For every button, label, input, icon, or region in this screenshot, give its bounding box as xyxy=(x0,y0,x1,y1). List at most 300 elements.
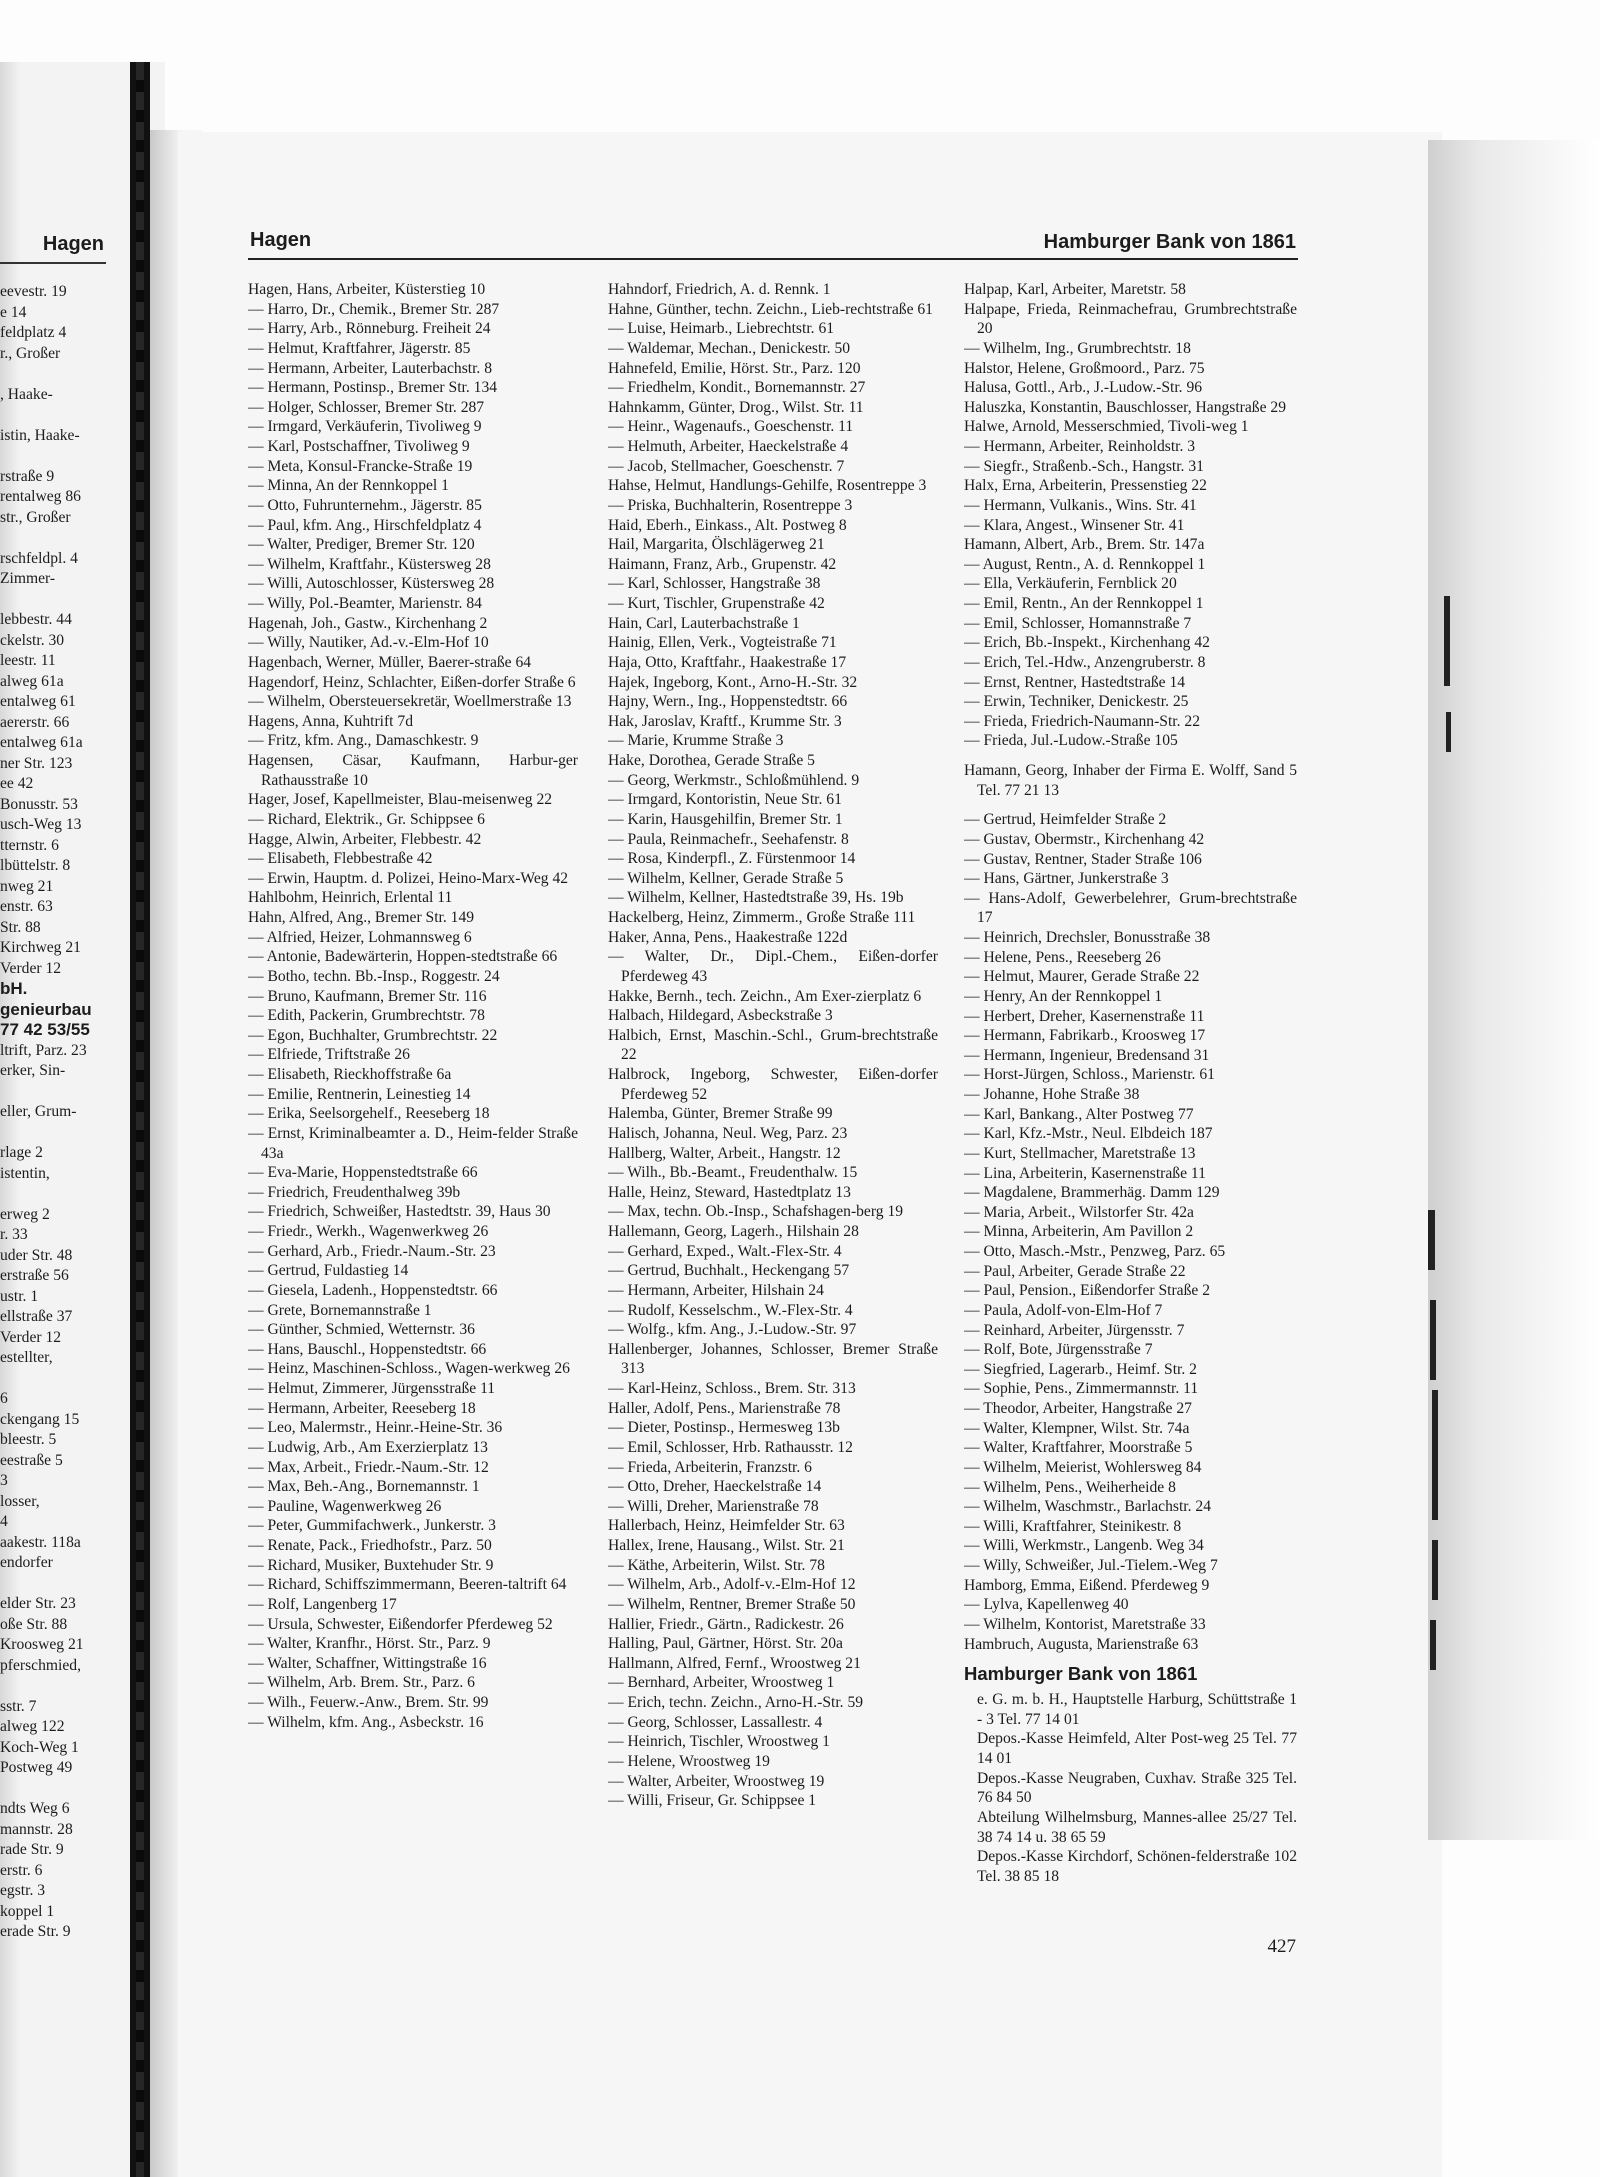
directory-entry: Haller, Adolf, Pens., Marienstraße 78 xyxy=(608,1399,841,1417)
directory-entry: — Theodor, Arbeiter, Hangstraße 27 xyxy=(964,1400,1192,1417)
directory-entry: — Antonie, Badewärterin, Hoppen-stedtstraße 66 xyxy=(248,948,558,966)
left-page-line xyxy=(0,1082,130,1103)
left-page-line xyxy=(0,1574,130,1595)
directory-entry: — Walter, Dr., Dipl.-Chem., Eißen-dorfer Pferdeweg 43 xyxy=(608,948,938,985)
directory-entry: — Erika, Seelsorgehelf., Reeseberg 18 xyxy=(248,1105,490,1123)
directory-entry: Hak, Jaroslav, Kraftf., Krumme Str. 3 xyxy=(608,712,842,730)
directory-entry: — Helmut, Zimmerer, Jürgensstraße 11 xyxy=(248,1380,496,1397)
left-page-line: estellter, xyxy=(0,1349,53,1366)
directory-entry: Halling, Paul, Gärtner, Hörst. Str. 20a xyxy=(608,1635,843,1653)
directory-entry-detail: Depos.-Kasse Kirchdorf, Schönen-felderstraße 102 Tel. 38 85 18 xyxy=(977,1848,1297,1885)
directory-entry: — Walter, Kraftfahrer, Moorstraße 5 xyxy=(964,1439,1193,1457)
directory-entry: — Willi, Kraftfahrer, Steinikestr. 8 xyxy=(964,1517,1182,1535)
directory-entry: — Wilh., Feuerw.-Anw., Brem. Str. 99 xyxy=(248,1694,489,1711)
left-page-line xyxy=(0,528,130,549)
directory-entry: — Wilhelm, Ing., Grumbrechtstr. 18 xyxy=(964,339,1191,357)
directory-entry: Halwe, Arnold, Messerschmied, Tivoli-weg 1 xyxy=(964,418,1249,436)
left-page-line xyxy=(0,1123,130,1144)
directory-entry: — Henry, An der Rennkoppel 1 xyxy=(964,987,1163,1005)
scan-mark xyxy=(1444,596,1450,686)
directory-entry: — Emil, Schlosser, Hrb. Rathausstr. 12 xyxy=(608,1438,853,1456)
directory-entry: — Marie, Krumme Straße 3 xyxy=(608,732,784,750)
left-page-line: Zimmer- xyxy=(0,570,56,587)
left-page-line: 3 xyxy=(0,1472,8,1489)
directory-entry: — Siegfr., Straßenb.-Sch., Hangstr. 31 xyxy=(964,457,1204,475)
directory-entry: — Hans, Gärtner, Junkerstraße 3 xyxy=(964,870,1169,888)
left-page-line: aakestr. 118a xyxy=(0,1533,81,1551)
directory-entry: — Friedhelm, Kondit., Bornemannstr. 27 xyxy=(608,379,866,397)
directory-entry: — Wilhelm, Obersteuersekretär, Woellmerstraße 13 xyxy=(248,693,572,711)
directory-entry: — Karl, Bankang., Alter Postweg 77 xyxy=(964,1105,1194,1123)
left-page-line: leestr. 11 xyxy=(0,652,56,669)
directory-entry: — Walter, Schaffner, Wittingstraße 16 xyxy=(248,1654,487,1672)
directory-entry: — Helene, Wroostweg 19 xyxy=(608,1752,770,1770)
directory-entry: — Karl, Kfz.-Mstr., Neul. Elbdeich 187 xyxy=(964,1125,1213,1143)
directory-entry: Haja, Otto, Kraftfahr., Haakestraße 17 xyxy=(608,653,847,671)
directory-entry: — Friedrich, Schweißer, Hastedtstr. 39, Haus 30 xyxy=(248,1203,551,1221)
left-page-line: ustr. 1 xyxy=(0,1287,39,1305)
directory-entry: — Emil, Rentn., An der Rennkoppel 1 xyxy=(964,595,1204,612)
directory-column-3 xyxy=(964,280,1297,1886)
directory-entry: — Hermann, Fabrikarb., Kroosweg 17 xyxy=(964,1027,1206,1045)
directory-entry: — Hermann, Ingenieur, Bredensand 31 xyxy=(964,1046,1210,1064)
directory-entry: Hagensen, Cäsar, Kaufmann, Harbur-ger Rathausstraße 10 xyxy=(248,752,578,789)
page-header-rule xyxy=(248,258,1298,260)
directory-entry: Hamann, Georg, Inhaber der Firma E. Wolff, Sand 5 Tel. 77 21 13 xyxy=(964,762,1297,799)
directory-entry: — Otto, Masch.-Mstr., Penzweg, Parz. 65 xyxy=(964,1243,1226,1260)
directory-entry: — Max, Beh.-Ang., Bornemannstr. 1 xyxy=(248,1478,480,1496)
directory-entry: — Hermann, Arbeiter, Reinholdstr. 3 xyxy=(964,438,1196,455)
directory-entry: — Erich, techn. Zeichn., Arno-H.-Str. 59 xyxy=(608,1694,864,1711)
directory-entry: Halbich, Ernst, Maschin.-Schl., Grum-brechtstraße 22 xyxy=(608,1026,938,1064)
directory-entry: — Karl-Heinz, Schloss., Brem. Str. 313 xyxy=(608,1380,856,1397)
directory-entry-detail: Depos.-Kasse Heimfeld, Alter Post-weg 25 Tel. 77 14 01 xyxy=(977,1730,1297,1767)
left-page-line: r. 33 xyxy=(0,1226,28,1243)
directory-entry: — Erwin, Hauptm. d. Polizei, Heino-Marx-Weg 42 xyxy=(248,869,569,887)
left-page-line: Str. 88 xyxy=(0,918,41,936)
directory-entry-detail: Abteilung Wilhelmsburg, Mannes-allee 25/27 Tel. 38 74 14 u. 38 65 59 xyxy=(977,1808,1297,1846)
directory-entry: — Willi, Werkmstr., Langenb. Weg 34 xyxy=(964,1537,1204,1555)
directory-entry: — Wilhelm, Waschmstr., Barlachstr. 24 xyxy=(964,1498,1212,1516)
directory-entry: — Hans-Adolf, Gewerbelehrer, Grum-brechtstraße 17 xyxy=(964,889,1297,927)
left-page-line: erstraße 56 xyxy=(0,1267,69,1284)
directory-entry: — Luise, Heimarb., Liebrechtstr. 61 xyxy=(608,320,835,338)
directory-entry: Halpape, Frieda, Reinmachefrau, Grumbrechtstraße 20 xyxy=(964,300,1297,338)
directory-entry: Hagendorf, Heinz, Schlachter, Eißen-dorfer Straße 6 xyxy=(248,673,576,691)
left-page-line: Bonusstr. 53 xyxy=(0,795,78,813)
left-page-line: erker, Sin- xyxy=(0,1062,66,1079)
directory-entry: — Maria, Arbeit., Wilstorfer Str. 42a xyxy=(964,1203,1194,1221)
section-heading: Hamburger Bank von 1861 xyxy=(964,1663,1198,1685)
directory-entry: — Richard, Elektrik., Gr. Schippsee 6 xyxy=(248,810,485,828)
directory-entry: Hahse, Helmut, Handlungs-Gehilfe, Rosentreppe 3 xyxy=(608,477,927,495)
left-page-line xyxy=(0,1676,130,1697)
directory-entry: Halx, Erna, Arbeiterin, Pressenstieg 22 xyxy=(964,477,1207,495)
directory-entry: — Kurt, Stellmacher, Maretstraße 13 xyxy=(964,1144,1196,1162)
directory-entry: — Irmgard, Verkäuferin, Tivoliweg 9 xyxy=(248,418,482,436)
directory-entry-detail: e. G. m. b. H., Hauptstelle Harburg, Schüttstraße 1 - 3 Tel. 77 14 01 xyxy=(977,1691,1297,1728)
left-page-line: ckelstr. 30 xyxy=(0,631,65,649)
directory-entry: — Paul, kfm. Ang., Hirschfeldplatz 4 xyxy=(248,516,482,534)
directory-entry: — Helmut, Maurer, Gerade Straße 22 xyxy=(964,968,1200,986)
left-page-line: Kroosweg 21 xyxy=(0,1636,84,1653)
directory-entry: Hahne, Günther, techn. Zeichn., Lieb-rechtstraße 61 xyxy=(608,300,933,318)
directory-entry: — Helene, Pens., Reeseberg 26 xyxy=(964,948,1161,966)
directory-entry: Hallemann, Georg, Lagerh., Hilshain 28 xyxy=(608,1223,859,1240)
left-page-line xyxy=(0,1369,130,1390)
directory-entry: Haimann, Franz, Arb., Grupenstr. 42 xyxy=(608,555,837,573)
directory-entry: — August, Rentn., A. d. Rennkoppel 1 xyxy=(964,555,1206,573)
directory-entry: — Botho, techn. Bb.-Insp., Roggestr. 24 xyxy=(248,967,500,985)
left-page-line: eevestr. 19 xyxy=(0,283,67,300)
directory-entry: Hallerbach, Heinz, Heimfelder Str. 63 xyxy=(608,1517,845,1535)
directory-entry: — Rosa, Kinderpfl., Z. Fürstenmoor 14 xyxy=(608,850,856,868)
directory-entry: — Friedrich, Freudenthalweg 39b xyxy=(248,1183,461,1201)
left-page-line: lbüttelstr. 8 xyxy=(0,857,71,874)
left-page-line: rentalweg 86 xyxy=(0,488,81,505)
directory-entry: — Max, techn. Ob.-Insp., Schafshagen-berg 19 xyxy=(608,1203,904,1221)
directory-entry: — Heinrich, Drechsler, Bonusstraße 38 xyxy=(964,929,1211,946)
directory-entry: — Willy, Pol.-Beamter, Marienstr. 84 xyxy=(248,595,482,612)
directory-entry: — Jacob, Stellmacher, Goeschenstr. 7 xyxy=(608,457,845,475)
directory-entry: — Frieda, Friedrich-Naumann-Str. 22 xyxy=(964,712,1201,730)
left-page-line xyxy=(0,405,130,426)
left-page-line: istentin, xyxy=(0,1164,50,1182)
directory-entry: — Eva-Marie, Hoppenstedtstraße 66 xyxy=(248,1164,478,1182)
left-page-line: alweg 122 xyxy=(0,1718,65,1735)
directory-entry: — Käthe, Arbeiterin, Wilst. Str. 78 xyxy=(608,1556,825,1574)
left-page-line: e 14 xyxy=(0,303,27,321)
directory-entry: — Willy, Nautiker, Ad.-v.-Elm-Hof 10 xyxy=(248,634,489,652)
directory-entry: Haid, Eberh., Einkass., Alt. Postweg 8 xyxy=(608,516,847,534)
directory-entry: — Magdalene, Brammerhäg. Damm 129 xyxy=(964,1184,1220,1202)
directory-entry: Hagge, Alwin, Arbeiter, Flebbestr. 42 xyxy=(248,830,482,848)
directory-entry: — Hermann, Arbeiter, Reeseberg 18 xyxy=(248,1399,476,1417)
directory-entry: — Waldemar, Mechan., Denickestr. 50 xyxy=(608,339,851,357)
left-page-line: rade Str. 9 xyxy=(0,1841,64,1858)
directory-entry: Hahndorf, Friedrich, A. d. Rennk. 1 xyxy=(608,281,831,298)
left-page-line: erstr. 6 xyxy=(0,1861,43,1879)
directory-column-1 xyxy=(248,280,578,1732)
directory-entry: — Helmuth, Arbeiter, Haeckelstraße 4 xyxy=(608,438,849,455)
directory-entry: Hackelberg, Heinz, Zimmerm., Große Straße 111 xyxy=(608,909,916,926)
left-page-line xyxy=(0,364,130,385)
directory-entry: — Rolf, Langenberg 17 xyxy=(248,1595,397,1613)
directory-entry: — Gertrud, Buchhalt., Heckengang 57 xyxy=(608,1262,850,1280)
directory-entry: — Elisabeth, Rieckhoffstraße 6a xyxy=(248,1066,452,1083)
directory-entry: — Wolfg., kfm. Ang., J.-Ludow.-Str. 97 xyxy=(608,1321,857,1339)
left-page-line xyxy=(0,590,130,611)
directory-entry: Hakke, Bernh., tech. Zeichn., Am Exer-zierplatz 6 xyxy=(608,987,922,1005)
directory-entry: — Wilhelm, Arb., Adolf-v.-Elm-Hof 12 xyxy=(608,1576,856,1594)
directory-entry: — Karl, Postschaffner, Tivoliweg 9 xyxy=(248,438,470,455)
directory-entry: — Frieda, Jul.-Ludow.-Straße 105 xyxy=(964,732,1178,750)
directory-entry: — Priska, Buchhalterin, Rosentreppe 3 xyxy=(608,496,853,514)
left-page-line: ckengang 15 xyxy=(0,1410,80,1428)
directory-entry: Halle, Heinz, Steward, Hastedtplatz 13 xyxy=(608,1183,851,1201)
left-page-line: Verder 12 xyxy=(0,1328,62,1346)
directory-entry: Halisch, Johanna, Neul. Weg, Parz. 23 xyxy=(608,1124,848,1142)
directory-entry: — Hans, Bauschl., Hoppenstedtstr. 66 xyxy=(248,1340,487,1358)
directory-entry: — Gerhard, Exped., Walt.-Flex-Str. 4 xyxy=(608,1242,842,1260)
left-page-line: egstr. 3 xyxy=(0,1882,46,1899)
left-page-line: enstr. 63 xyxy=(0,898,53,915)
left-page-line: alweg 61a xyxy=(0,672,64,690)
directory-entry: — Edith, Packerin, Grumbrechtstr. 78 xyxy=(248,1007,485,1025)
left-page-line: istin, Haake- xyxy=(0,426,80,444)
directory-entry: — Wilhelm, Kontorist, Maretstraße 33 xyxy=(964,1615,1206,1633)
directory-entry: — Paul, Arbeiter, Gerade Straße 22 xyxy=(964,1262,1186,1280)
directory-entry: — Klara, Angest., Winsener Str. 41 xyxy=(964,516,1185,534)
directory-entry: Hamborg, Emma, Eißend. Pferdeweg 9 xyxy=(964,1576,1210,1594)
left-page-header-rule xyxy=(0,262,106,264)
directory-entry: Haluszka, Konstantin, Bauschlosser, Hangstraße 29 xyxy=(964,398,1287,416)
directory-entry: — Meta, Konsul-Francke-Straße 19 xyxy=(248,457,473,475)
directory-column-2 xyxy=(608,280,938,1811)
directory-entry: — Walter, Arbeiter, Wroostweg 19 xyxy=(608,1772,825,1790)
directory-entry: — Gustav, Rentner, Stader Straße 106 xyxy=(964,850,1202,868)
directory-entry: — Elfriede, Triftstraße 26 xyxy=(248,1046,410,1064)
scan-mark xyxy=(1430,1620,1436,1670)
spine-binding-tape xyxy=(136,62,144,2177)
directory-entry: — Otto, Dreher, Haeckelstraße 14 xyxy=(608,1478,822,1496)
directory-entry: — Holger, Schlosser, Bremer Str. 287 xyxy=(248,398,485,416)
directory-entry: — Sophie, Pens., Zimmermannstr. 11 xyxy=(964,1380,1199,1398)
left-page-line: eestraße 5 xyxy=(0,1451,63,1469)
left-page-line: , Haake- xyxy=(0,385,53,403)
directory-entry: — Heinz, Maschinen-Schloss., Wagen-werkweg 26 xyxy=(248,1360,570,1378)
left-page-line: rstraße 9 xyxy=(0,467,55,485)
directory-entry: — Wilhelm, Meierist, Wohlersweg 84 xyxy=(964,1458,1202,1476)
scan-mark xyxy=(1430,1300,1436,1380)
directory-entry: — Grete, Bornemannstraße 1 xyxy=(248,1301,432,1319)
left-page-line: sstr. 7 xyxy=(0,1697,37,1715)
directory-entry: Haker, Anna, Pens., Haakestraße 122d xyxy=(608,928,848,946)
left-page-line: 77 42 53/55 xyxy=(0,1020,90,1039)
directory-entry: — Kurt, Tischler, Grupenstraße 42 xyxy=(608,595,825,612)
directory-entry: — Wilhelm, kfm. Ang., Asbeckstr. 16 xyxy=(248,1713,484,1731)
left-page-line: str., Großer xyxy=(0,508,71,526)
directory-entry: Hahnkamm, Günter, Drog., Wilst. Str. 11 xyxy=(608,398,864,416)
directory-entry: — Harro, Dr., Chemik., Bremer Str. 287 xyxy=(248,300,500,318)
directory-entry: — Ernst, Rentner, Hastedtstraße 14 xyxy=(964,673,1186,691)
left-page-line: rlage 2 xyxy=(0,1144,43,1161)
directory-entry: — Max, Arbeit., Friedr.-Naum.-Str. 12 xyxy=(248,1458,489,1476)
directory-entry: — Rolf, Bote, Jürgensstraße 7 xyxy=(964,1341,1153,1359)
directory-entry: — Erwin, Techniker, Denickestr. 25 xyxy=(964,693,1189,711)
directory-entry: Hake, Dorothea, Gerade Straße 5 xyxy=(608,752,815,769)
directory-entry: — Ludwig, Arb., Am Exerzierplatz 13 xyxy=(248,1438,488,1456)
directory-entry: — Irmgard, Kontoristin, Neue Str. 61 xyxy=(608,791,842,809)
left-page-line: Verder 12 xyxy=(0,959,62,977)
left-page-header: Hagen xyxy=(42,233,104,255)
left-page-line: pferschmied, xyxy=(0,1656,81,1674)
directory-entry: — Wilhelm, Kellner, Gerade Straße 5 xyxy=(608,869,844,887)
left-page-line: aererstr. 66 xyxy=(0,713,70,731)
left-page-line: entalweg 61 xyxy=(0,693,76,710)
directory-entry: — Elisabeth, Flebbestraße 42 xyxy=(248,850,433,868)
directory-entry: — Richard, Schiffszimmermann, Beeren-taltrift 64 xyxy=(248,1576,567,1594)
directory-entry: — Fritz, kfm. Ang., Damaschkestr. 9 xyxy=(248,732,479,750)
left-page-line: ndts Weg 6 xyxy=(0,1800,70,1817)
directory-entry: — Wilhelm, Rentner, Bremer Straße 50 xyxy=(608,1595,856,1613)
left-page-line: nweg 21 xyxy=(0,877,54,895)
directory-entry: — Wilh., Bb.-Beamt., Freudenthalw. 15 xyxy=(608,1164,858,1182)
directory-entry: — Egon, Buchhalter, Grumbrechtstr. 22 xyxy=(248,1026,498,1044)
directory-entry: — Erich, Tel.-Hdw., Anzengruberstr. 8 xyxy=(964,653,1206,671)
directory-entry: — Pauline, Wagenwerkweg 26 xyxy=(248,1497,442,1515)
left-page-line: bH. xyxy=(0,979,28,998)
directory-entry: — Willi, Friseur, Gr. Schippsee 1 xyxy=(608,1792,817,1810)
directory-entry: Hallier, Friedr., Gärtn., Radickestr. 26 xyxy=(608,1615,844,1633)
directory-entry: Hagenbach, Werner, Müller, Baerer-straße 64 xyxy=(248,653,532,671)
directory-entry: — Heinr., Wagenaufs., Goeschenstr. 11 xyxy=(608,418,854,436)
directory-entry: — Gustav, Obermstr., Kirchenhang 42 xyxy=(964,830,1205,848)
directory-entry: Hallenberger, Johannes, Schlosser, Bremer Straße 313 xyxy=(608,1340,938,1378)
directory-entry: — Hermann, Vulkanis., Wins. Str. 41 xyxy=(964,496,1197,514)
directory-entry: — Horst-Jürgen, Schloss., Marienstr. 61 xyxy=(964,1066,1215,1084)
left-page-line: elder Str. 23 xyxy=(0,1595,76,1612)
directory-entry: Hain, Carl, Lauterbachstraße 1 xyxy=(608,614,800,632)
left-page-line: tternstr. 6 xyxy=(0,836,59,854)
directory-entry: — Wilhelm, Kraftfahr., Küstersweg 28 xyxy=(248,555,491,573)
directory-entry: — Hermann, Arbeiter, Lauterbachstr. 8 xyxy=(248,359,493,377)
directory-entry: Hamann, Albert, Arb., Brem. Str. 147a xyxy=(964,536,1205,554)
left-page-line xyxy=(0,1779,130,1800)
left-page-line: koppel 1 xyxy=(0,1902,55,1920)
directory-entry: — Renate, Pack., Friedhofstr., Parz. 50 xyxy=(248,1537,492,1554)
scan-mark xyxy=(1428,1210,1435,1270)
directory-entry: — Emil, Schlosser, Homannstraße 7 xyxy=(964,614,1192,632)
directory-entry-detail: Depos.-Kasse Neugraben, Cuxhav. Straße 325 Tel. 76 84 50 xyxy=(977,1769,1297,1807)
directory-entry: — Wilhelm, Kellner, Hastedtstraße 39, Hs. 19b xyxy=(608,889,904,907)
directory-entry: — Friedr., Werkh., Wagenwerkweg 26 xyxy=(248,1223,489,1240)
left-page-line: 4 xyxy=(0,1513,8,1530)
left-page-line: uder Str. 48 xyxy=(0,1246,73,1264)
directory-entry: — Otto, Fuhrunternehm., Jägerstr. 85 xyxy=(248,496,482,514)
directory-entry: Halusa, Gottl., Arb., J.-Ludow.-Str. 96 xyxy=(964,379,1203,397)
directory-entry: — Hermann, Postinsp., Bremer Str. 134 xyxy=(248,379,498,397)
left-page-line: erade Str. 9 xyxy=(0,1923,71,1940)
directory-entry: — Helmut, Kraftfahrer, Jägerstr. 85 xyxy=(248,339,471,357)
directory-entry: Hajny, Wern., Ing., Hoppenstedtstr. 66 xyxy=(608,693,848,711)
directory-entry: — Willy, Schweißer, Jul.-Tielem.-Weg 7 xyxy=(964,1557,1218,1574)
directory-entry: — Reinhard, Arbeiter, Jürgensstr. 7 xyxy=(964,1321,1185,1339)
left-page-line: bleestr. 5 xyxy=(0,1431,57,1448)
left-page-line: entalweg 61a xyxy=(0,734,83,751)
directory-entry: Hagenah, Joh., Gastw., Kirchenhang 2 xyxy=(248,614,488,632)
directory-entry: — Bruno, Kaufmann, Bremer Str. 116 xyxy=(248,987,487,1005)
left-page-line: Koch-Weg 1 xyxy=(0,1738,79,1756)
directory-entry: — Willi, Autoschlosser, Küstersweg 28 xyxy=(248,575,495,593)
left-page-line: ner Str. 123 xyxy=(0,754,73,772)
directory-entry: — Erich, Bb.-Inspekt., Kirchenhang 42 xyxy=(964,634,1210,652)
directory-entry: — Paula, Reinmachefr., Seehafenstr. 8 xyxy=(608,830,849,848)
directory-entry: Halpap, Karl, Arbeiter, Maretstr. 58 xyxy=(964,281,1186,298)
directory-entry: — Bernhard, Arbeiter, Wroostweg 1 xyxy=(608,1674,835,1692)
directory-entry: Hagen, Hans, Arbeiter, Küsterstieg 10 xyxy=(248,281,486,298)
left-page-line: endorfer xyxy=(0,1554,53,1571)
directory-entry: — Giesela, Ladenh., Hoppenstedtstr. 66 xyxy=(248,1281,498,1299)
left-page-line: r., Großer xyxy=(0,344,61,362)
directory-entry: Halbach, Hildegard, Asbeckstraße 3 xyxy=(608,1007,833,1025)
directory-entry: — Emilie, Rentnerin, Leinestieg 14 xyxy=(248,1085,471,1103)
directory-entry: — Ella, Verkäuferin, Fernblick 20 xyxy=(964,575,1177,593)
scan-mark xyxy=(1432,1540,1438,1600)
directory-entry: Hallex, Irene, Hausang., Wilst. Str. 21 xyxy=(608,1537,845,1554)
directory-entry: — Gertrud, Fuldastieg 14 xyxy=(248,1262,409,1280)
directory-entry: Halstor, Helene, Großmoord., Parz. 75 xyxy=(964,359,1205,377)
directory-entry: — Siegfried, Lagerarb., Heimf. Str. 2 xyxy=(964,1360,1197,1378)
page-header-left: Hagen xyxy=(250,229,312,251)
directory-entry: Hallmann, Alfred, Fernf., Wroostweg 21 xyxy=(608,1654,861,1672)
directory-entry: — Ursula, Schwester, Eißendorfer Pferdeweg 52 xyxy=(248,1615,553,1633)
directory-entry: — Richard, Musiker, Buxtehuder Str. 9 xyxy=(248,1556,494,1574)
directory-entry: — Alfried, Heizer, Lohmannsweg 6 xyxy=(248,928,472,946)
directory-entry: — Heinrich, Tischler, Wroostweg 1 xyxy=(608,1733,830,1751)
left-page-line xyxy=(0,1184,130,1205)
directory-entry: Hahnefeld, Emilie, Hörst. Str., Parz. 120 xyxy=(608,359,861,377)
left-page-line: 6 xyxy=(0,1390,8,1407)
directory-entry: — Georg, Schlosser, Lassallestr. 4 xyxy=(608,1713,823,1731)
directory-entry: — Gerhard, Arb., Friedr.-Naum.-Str. 23 xyxy=(248,1242,496,1260)
directory-entry: — Lylva, Kapellenweg 40 xyxy=(964,1596,1129,1614)
page-number: 427 xyxy=(1267,1936,1296,1957)
directory-entry: — Günther, Schmied, Wetternstr. 36 xyxy=(248,1321,475,1339)
directory-entry: — Willi, Dreher, Marienstraße 78 xyxy=(608,1497,819,1515)
page-header-right: Hamburger Bank von 1861 xyxy=(1043,231,1296,253)
directory-entry: — Walter, Klempner, Wilst. Str. 74a xyxy=(964,1419,1190,1437)
directory-entry: Hallberg, Walter, Arbeit., Hangstr. 12 xyxy=(608,1144,841,1162)
directory-entry: — Georg, Werkmstr., Schloßmühlend. 9 xyxy=(608,771,860,789)
left-page-line: lebbestr. 44 xyxy=(0,611,72,628)
directory-entry: — Wilhelm, Arb. Brem. Str., Parz. 6 xyxy=(248,1674,475,1692)
directory-entry: — Karl, Schlosser, Hangstraße 38 xyxy=(608,575,821,593)
directory-entry: — Walter, Prediger, Bremer Str. 120 xyxy=(248,536,475,554)
left-page-line: ellstraße 37 xyxy=(0,1308,73,1325)
directory-entry: — Hermann, Arbeiter, Hilshain 24 xyxy=(608,1281,824,1299)
directory-entry: — Leo, Malermstr., Heinr.-Heine-Str. 36 xyxy=(248,1419,503,1437)
directory-entry: — Rudolf, Kesselschm., W.-Flex-Str. 4 xyxy=(608,1301,853,1319)
left-page-line: erweg 2 xyxy=(0,1205,50,1223)
directory-entry: — Lina, Arbeiterin, Kasernenstraße 11 xyxy=(964,1164,1206,1182)
directory-entry: — Walter, Kranfhr., Hörst. Str., Parz. 9 xyxy=(248,1635,491,1653)
directory-entry: — Paula, Adolf-von-Elm-Hof 7 xyxy=(964,1301,1163,1319)
directory-entry: — Minna, An der Rennkoppel 1 xyxy=(248,477,449,495)
directory-entry: — Ernst, Kriminalbeamter a. D., Heim-felder Straße 43a xyxy=(248,1124,578,1162)
directory-entry: Hahn, Alfred, Ang., Bremer Str. 149 xyxy=(248,909,475,926)
directory-entry: — Gertrud, Heimfelder Straße 2 xyxy=(964,811,1167,829)
left-page-line: feldplatz 4 xyxy=(0,324,67,341)
directory-entry: — Paul, Pension., Eißendorfer Straße 2 xyxy=(964,1282,1210,1300)
directory-entry: Hahlbohm, Heinrich, Erlental 11 xyxy=(248,889,453,907)
directory-entry: Halbrock, Ingeborg, Schwester, Eißen-dorfer Pferdeweg 52 xyxy=(608,1066,938,1103)
scan-mark xyxy=(1432,1390,1438,1520)
left-page-text-column xyxy=(0,282,130,1943)
left-page-line: eller, Grum- xyxy=(0,1103,77,1120)
directory-entry: Hambruch, Augusta, Marienstraße 63 xyxy=(964,1635,1199,1653)
left-page-line: Kirchweg 21 xyxy=(0,939,81,956)
left-page-line: usch-Weg 13 xyxy=(0,816,82,833)
directory-entry: Hager, Josef, Kapellmeister, Blau-meisenweg 22 xyxy=(248,791,553,809)
left-page-line: Postweg 49 xyxy=(0,1759,73,1776)
directory-entry: Hagens, Anna, Kuhtrift 7d xyxy=(248,712,414,730)
directory-entry: — Herbert, Dreher, Kasernenstraße 11 xyxy=(964,1007,1205,1025)
left-page-line: ee 42 xyxy=(0,775,34,792)
directory-entry: — Frieda, Arbeiterin, Franzstr. 6 xyxy=(608,1458,812,1476)
directory-entry: — Wilhelm, Pens., Weiherheide 8 xyxy=(964,1478,1176,1496)
directory-entry: Hajek, Ingeborg, Kont., Arno-H.-Str. 32 xyxy=(608,673,858,691)
